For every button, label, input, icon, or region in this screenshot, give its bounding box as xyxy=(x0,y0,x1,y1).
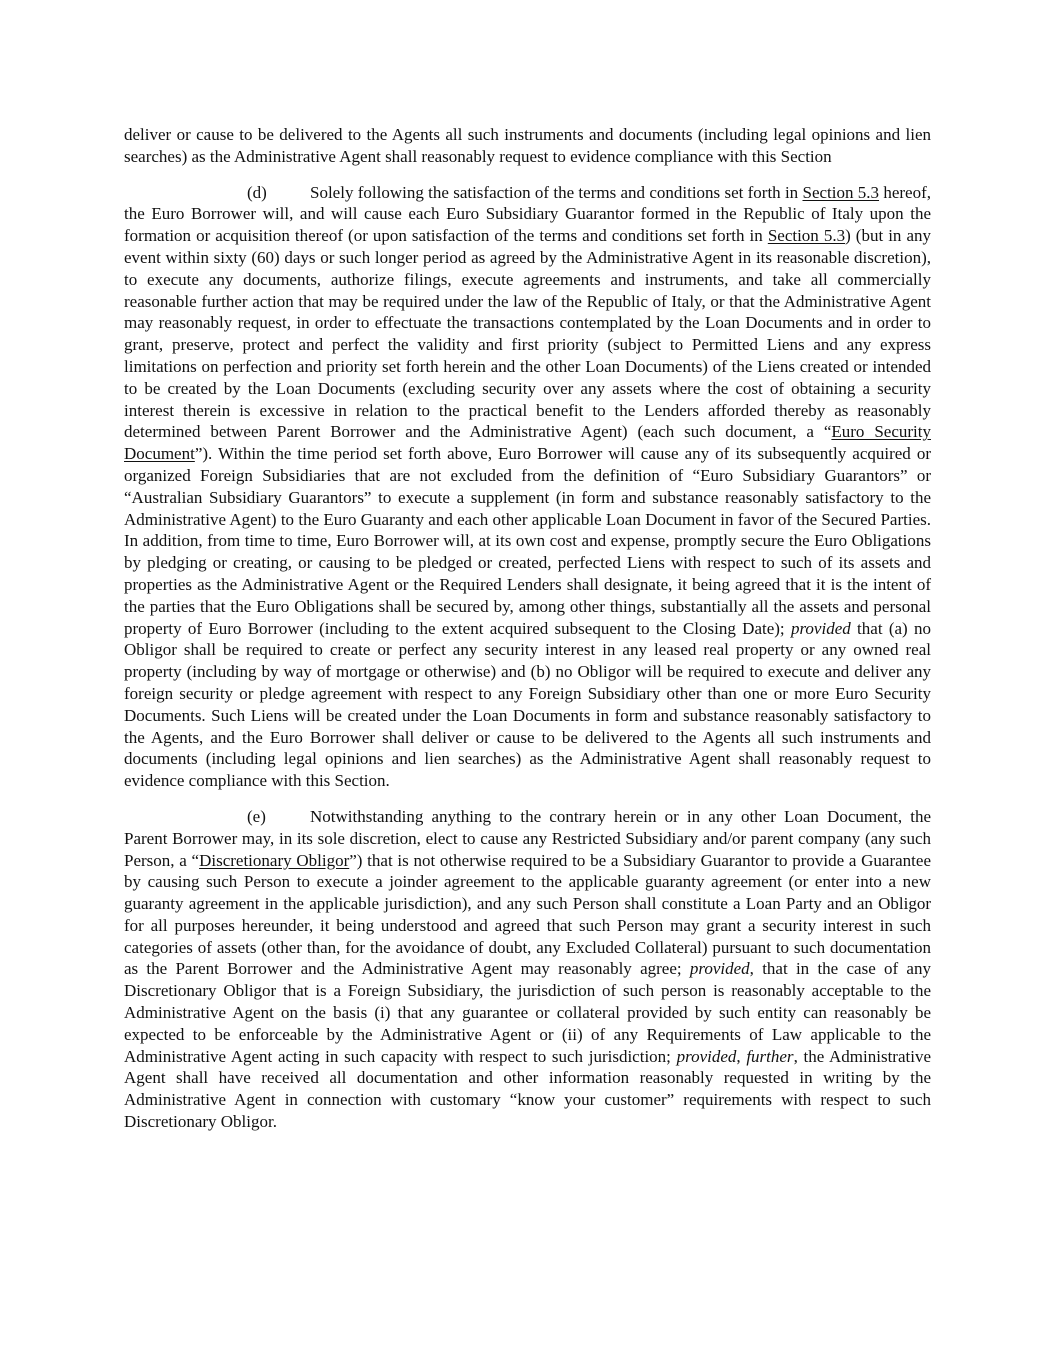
paragraph-d-text-1: Solely following the satisfaction of the terms and conditions set forth in xyxy=(310,182,803,202)
paragraph-d-label: (d) xyxy=(247,182,267,202)
emphasis-provided: provided xyxy=(676,1046,737,1066)
defined-term-discretionary-obligor: Discretionary Obligor xyxy=(199,850,350,870)
paragraph-e-label: (e) xyxy=(247,806,266,826)
paragraph-d-text-2: hereof, the Euro Borrower will, and will cause each Euro Subsidiary Guarantor formed in the Republic of Italy upon the formation or acquisition thereof (or upon satisfaction of the terms and conditions set forth in xyxy=(124,182,931,246)
paragraph-c-continuation xyxy=(124,124,931,168)
section-reference-link[interactable]: Section 5.3 xyxy=(802,182,880,202)
paragraph-c-text: deliver or cause to be delivered to the Agents all such instruments and documents (including legal opinions and lien searches) as the Administrative Agent shall reasonably request to evidence compliance with this Section xyxy=(124,125,931,166)
paragraph-e-text-3: , that in the case of any Discretionary Obligor that is a Foreign Subsidiary, the jurisdiction of such person is reasonably acceptable to the Administrative Agent on the basis (i) that any guarantee or collateral provided by such entity can reasonably be expected to be enforceable by the Administrative Agent or (ii) of any Requirements of Law applicable to the Administrative Agent acting in such capacity with respect to such jurisdiction; xyxy=(124,959,931,1066)
paragraph-d-text-5: that (a) no Obligor shall be required to create or perfect any security interest in any leased real property or any owned real property (including by way of mortgage or otherwise) and (b) no Obligor will be required to execute and deliver any foreign security or pledge agreement with respect to any Foreign Subsidiary other than one or more Euro Security Documents. Such Liens will be created under the Loan Documents in form and substance reasonably satisfactory to the Agents, and the Euro Borrower shall deliver or cause to be delivered to the Agents all such instruments and documents (including legal opinions and lien searches) as the Administrative Agent shall reasonably request to evidence compliance with this Section. xyxy=(124,618,931,791)
paragraph-e xyxy=(124,806,931,1133)
paragraph-e-text-4: , xyxy=(736,1046,747,1066)
paragraph-d xyxy=(124,182,931,792)
emphasis-provided: provided xyxy=(689,959,750,979)
paragraph-e-text-5: , the Administrative Agent shall have received all documentation and other information reasonably requested in writing by the Administrative Agent in connection with customary “know your customer” requirements with respect to such Discretionary Obligor. xyxy=(124,1046,931,1132)
paragraph-e-text-2: ”) that is not otherwise required to be a Subsidiary Guarantor to provide a Guarantee by causing such Person to execute a joinder agreement to the applicable guaranty agreement (or enter into a new guaranty agreement in the applicable jurisdiction), and any such Person shall constitute a Loan Party and an Obligor for all purposes hereunder, it being understood and agreed that such Person may grant a security interest in such categories of assets (other than, for the avoidance of doubt, any Excluded Collateral) pursuant to such documentation as the Parent Borrower and the Administrative Agent may reasonably agree; xyxy=(124,850,931,979)
paragraph-e-text-1: Notwithstanding anything to the contrary herein or in any other Loan Document, the Parent Borrower may, in its sole discretion, elect to cause any Restricted Subsidiary and/or parent company (any such Person, a “ xyxy=(124,806,931,870)
defined-term-euro-security-document: Euro Security Document xyxy=(124,422,931,464)
emphasis-provided: provided xyxy=(790,618,851,638)
document-page xyxy=(124,124,931,1147)
paragraph-d-text-3: ) (but in any event within sixty (60) days or such longer period as agreed by the Administrative Agent in its reasonable discretion), to execute any documents, authorize filings, execute agreements and instruments, and take all commercially reasonable further action that may be required under the law of the Republic of Italy, or that the Administrative Agent may reasonably request, in order to effectuate the transactions contemplated by the Loan Documents and in order to grant, preserve, protect and perfect the validity and first priority (subject to Permitted Liens and any express limitations on perfection and priority set forth herein and the other Loan Documents) of the Liens created or intended to be created by the Loan Documents (excluding security over any assets where the cost of obtaining a security interest therein is excessive in relation to the practical benefit to the Lenders afforded thereby as reasonably determined between Parent Borrower and the Administrative Agent) (each such document, a “ xyxy=(124,226,931,442)
paragraph-d-text-4: ”). Within the time period set forth above, Euro Borrower will cause any of its subsequently acquired or organized Foreign Subsidiaries that are not excluded from the definition of “Euro Subsidiary Guarantors” or “Australian Subsidiary Guarantors” to execute a supplement (in form and substance reasonably satisfactory to the Administrative Agent) to the Euro Guaranty and each other applicable Loan Document in favor of the Secured Parties. In addition, from time to time, Euro Borrower will, at its own cost and expense, promptly secure the Euro Obligations by pledging or creating, or causing to be pledged or created, perfected Liens with respect to such of its assets and properties as the Administrative Agent or the Required Lenders shall designate, it being agreed that it is the intent of the parties that the Euro Obligations shall be secured by, among other things, substantially all the assets and personal property of Euro Borrower (including to the extent acquired subsequent to the Closing Date); xyxy=(124,444,931,638)
section-reference-link[interactable]: Section 5.3 xyxy=(767,226,846,246)
emphasis-further: further xyxy=(746,1046,794,1066)
